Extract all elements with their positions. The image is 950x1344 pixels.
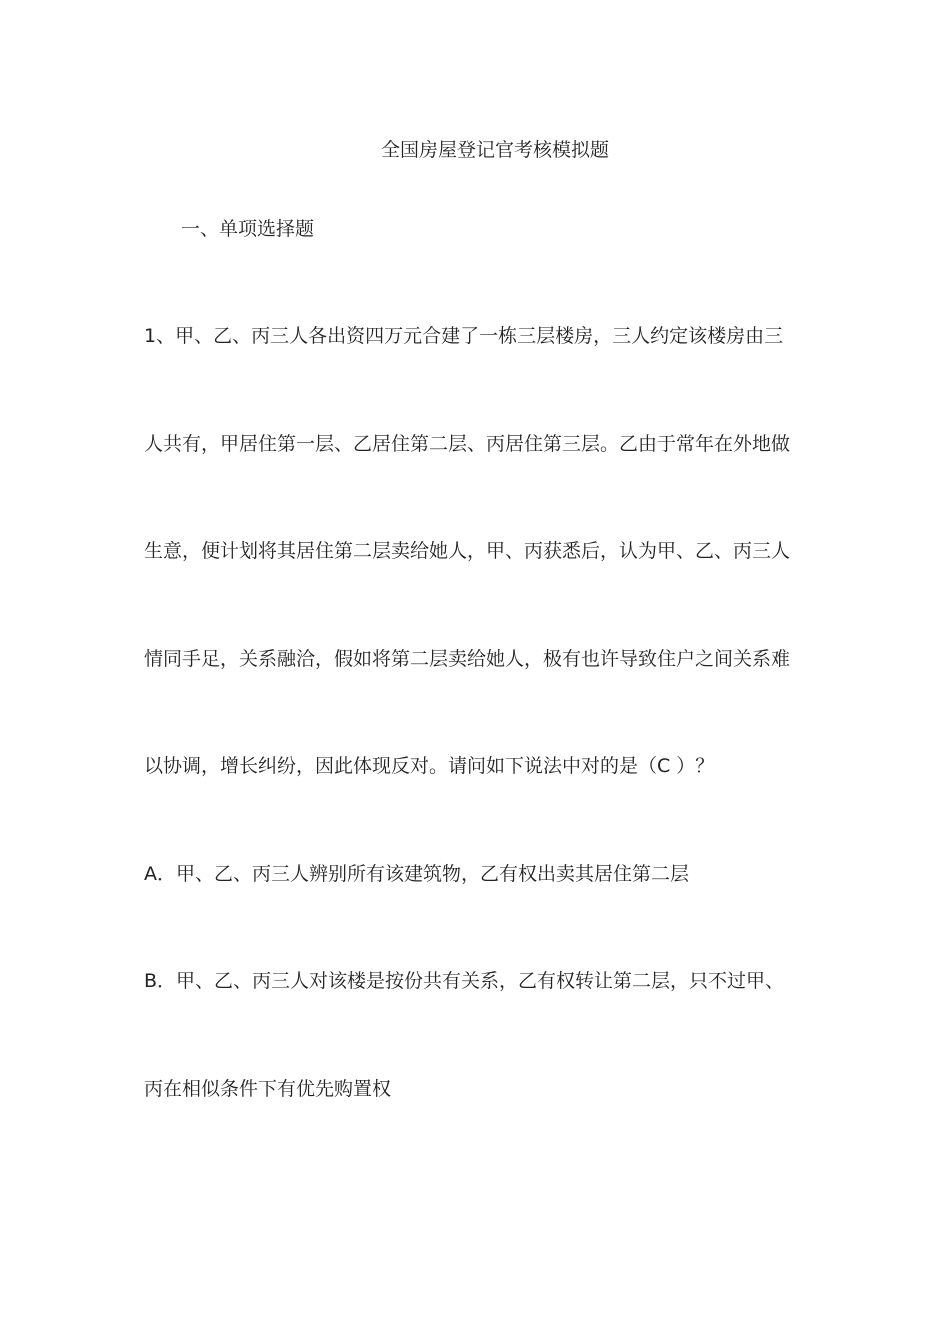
option-a: A．甲、乙、丙三人辨别所有该建筑物，乙有权出卖其居住第二层 [144,863,689,885]
section-heading: 一、单项选择题 [181,218,315,240]
option-b-continued: 丙在相似条件下有优先购置权 [144,1078,392,1100]
question-line: 人共有，甲居住第一层、乙居住第二层、丙居住第三层。乙由于常年在外地做 [144,433,791,455]
option-b: B．甲、乙、丙三人对该楼是按份共有关系，乙有权转让第二层，只不过甲、 [144,970,785,992]
document-title: 全国房屋登记官考核模拟题 [380,139,609,161]
question-line: 1、甲、乙、丙三人各出资四万元合建了一栋三层楼房，三人约定该楼房由三 [144,325,784,347]
question-line: 情同手足，关系融洽，假如将第二层卖给她人，极有也许导致住户之间关系难 [144,648,791,670]
question-line: 以协调，增长纠纷，因此体现反对。请问如下说法中对的是（C ）？ [144,755,715,777]
question-line: 生意，便计划将其居住第二层卖给她人，甲、丙获悉后，认为甲、乙、丙三人 [144,540,791,562]
